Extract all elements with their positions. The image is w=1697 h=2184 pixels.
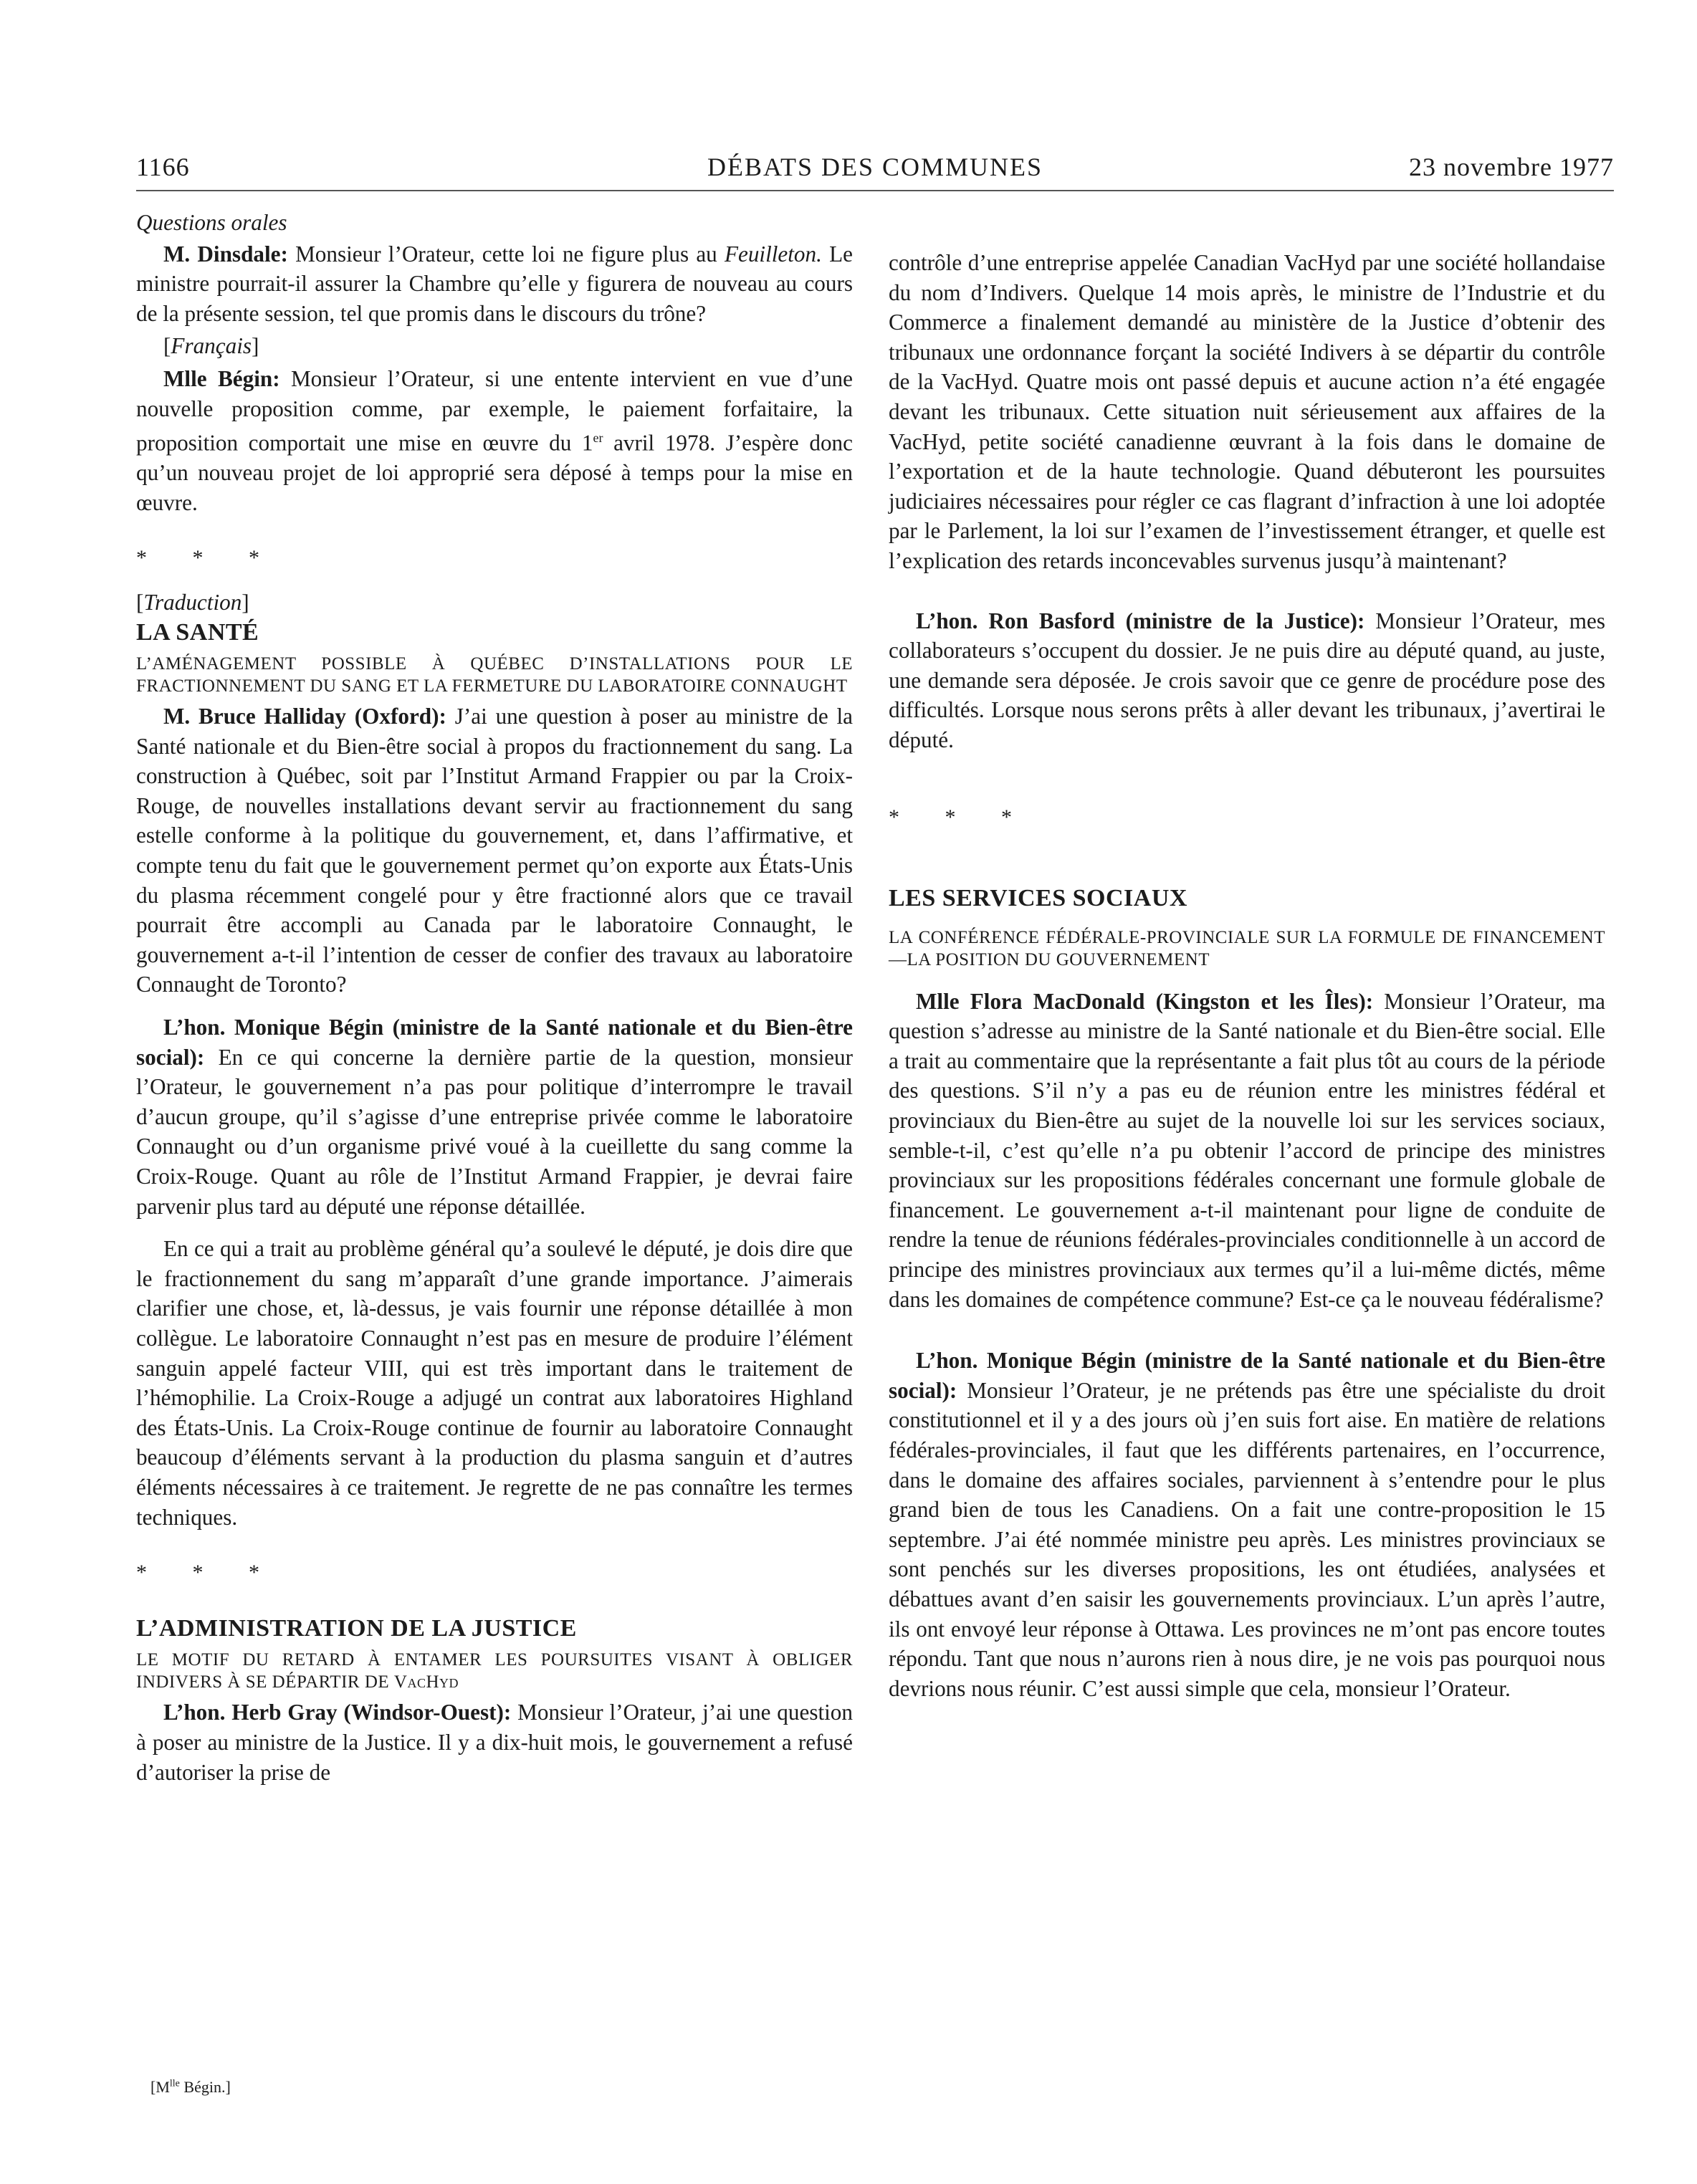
right-column <box>889 248 1605 1703</box>
footer-a: [M <box>150 2078 170 2096</box>
subheading-sante: L’AMÉNAGEMENT POSSIBLE À QUÉBEC D’INSTALLATIONS POUR LE FRACTIONNEMENT DU SANG ET LA FERMETURE DU LABORATOIRE CONNAUGHT <box>136 654 853 696</box>
language-note-francais: [Français] <box>163 333 259 359</box>
running-header <box>136 152 1614 192</box>
text-gray: Monsieur l’Orateur, j’ai une question à poser au ministre de la Justice. Il y a dix-huit mois, le gouvernement a refusé d’autoriser la prise de <box>136 1700 853 1785</box>
speaker-basford: L’hon. Ron Basford (ministre de la Justice): <box>916 608 1365 633</box>
text-feuilleton: Feuilleton. <box>724 241 822 267</box>
paragraph-gray-continued: contrôle d’une entreprise appelée Canadian VacHyd par une société hollandaise du nom d’Indivers. Quelque 14 mois après, le ministre de l’Industrie et du Commerce a finalement demandé au ministère de la Justice d’obtenir des tribunaux une ordonnance forçant la société Indivers à se départir du contrôle de la VacHyd. Quatre mois ont passé depuis et aucune action n’a été engagée devant les tribunaux. Cette situation nuit sérieusement aux affaires de la VacHyd, petite société canadienne œuvrant à la fois dans le domaine de l’exportation et de la haute technologie. Quand débuteront les poursuites judiciaires nécessaires pour régler ce cas flagrant d’infraction à une loi adoptée par le Parlement, la loi sur l’examen de l’investissement étranger, et quelle est l’explication des retards inconcevables survenus jusqu’à maintenant? <box>889 250 1605 573</box>
subheading-justice-text: LE MOTIF DU RETARD À ENTAMER LES POURSUITES VISANT À OBLIGER INDIVERS À SE DÉPARTIR DE <box>136 1650 853 1692</box>
language-traduction: Traduction <box>143 589 242 615</box>
text-macdonald: Monsieur l’Orateur, ma question s’adresse au ministre de la Santé nationale et du Bien-être social. Elle a trait au commentaire que la représentante a fait plus tôt au cours de la période des questions. S’il n’y a pas eu de réunion entre les ministres fédéral et provinciaux du Bien-être au sujet de la nouvelle loi sur les services sociaux, semble-t-il, c’est qu’elle n’a pu obtenir l’accord de principe des ministres provinciaux sur les propositions fédérales concernant une formule globale de financement. Le gouvernement a-t-il maintenant pour ligne de conduite de rendre la tenue de réunions fédérales-provinciales conditionnelle à un accord de principe des ministres provinciaux aux termes qu’il a lui-même dictés, même dans les domaines de compétence commune? Est-ce ça le nouveau fédéralisme? <box>889 988 1605 1312</box>
heading-services: LES SERVICES SOCIAUX <box>889 885 1187 912</box>
section-heading-oral: Questions orales <box>136 210 287 235</box>
footer-sup: lle <box>169 2078 180 2089</box>
paragraph-macdonald <box>889 987 1605 1315</box>
separator-stars-2: * * * <box>136 1561 279 1585</box>
heading-sante: LA SANTÉ <box>136 618 259 646</box>
text-begin-2: En ce qui concerne la dernière partie de la question, monsieur l’Orateur, le gouvernement n’a pas pour politique d’interrompre le travail d’aucun groupe, qu’il s’agisse d’une entreprise privée comme le laboratoire Connaught ou d’un organisme privé voué à la cueillette du sang comme la Croix-Rouge. Quant au rôle de l’Institut Armand Frappier, je devrai faire parvenir plus tard au député une réponse détaillée. <box>136 1044 853 1219</box>
footer-b: Bégin.] <box>179 2078 231 2096</box>
speaker-halliday: M. Bruce Halliday (Oxford): <box>163 704 446 729</box>
heading-justice: L’ADMINISTRATION DE LA JUSTICE <box>136 1614 577 1642</box>
page-number: 1166 <box>136 153 190 181</box>
subheading-services: LA CONFÉRENCE FÉDÉRALE-PROVINCIALE SUR LA FORMULE DE FINANCEMENT—LA POSITION DU GOUVERNEMENT <box>889 927 1605 969</box>
left-column <box>136 208 853 1787</box>
paragraph-begin-4 <box>889 1346 1605 1703</box>
text-halliday: J’ai une question à poser au ministre de la Santé nationale et du Bien-être social à propos du fractionnement du sang. La construction à Québec, soit par l’Institut Armand Frappier ou par la Croix-Rouge, de nouvelles installations devant servir au fractionnement du sang estelle conforme à la politique du gouvernement, et, dans l’affirmative, et compte tenu du fait que le gouvernement permet qu’on exporte aux États-Unis du plasma récemment congelé pour y être fractionné alors que ce travail pourrait être accompli au Canada par le laboratoire Connaught, le gouvernement a-t-il l’intention de cesser de confier des travaux au laboratoire Connaught de Toronto? <box>136 704 854 997</box>
superscript-er: er <box>593 431 603 446</box>
speaker-begin-minister-2: L’hon. Monique Bégin (ministre de la Santé nationale et du Bien-être social): <box>889 1348 1605 1403</box>
language-francais: Français <box>171 333 252 359</box>
page-date: 23 novembre 1977 <box>1409 153 1614 181</box>
paragraph-begin-3: En ce qui a trait au problème général qu’a soulevé le député, je dois dire que le fractionnement du sang m’apparaît d’une grande importance. J’aimerais clarifier une chose, et, là-dessus, je vais fournir une réponse détaillée à mon collègue. Le laboratoire Connaught n’est pas en mesure de produire l’élément sanguin appelé facteur VIII, qui est très important dans le traitement de l’hémophilie. La Croix-Rouge a adjugé un contrat aux laboratoires Highland des États-Unis. La Croix-Rouge continue de fournir au laboratoire Connaught beaucoup d’éléments servant à la production du plasma sanguin et d’autres éléments nécessaires à ce traitement. Je regrette de ne pas connaître les termes techniques. <box>136 1236 853 1530</box>
speaker-gray: L’hon. Herb Gray (Windsor-Ouest): <box>163 1700 512 1725</box>
paragraph-basford <box>889 606 1605 755</box>
footer-note <box>150 2078 231 2097</box>
speaker-begin-minister: L’hon. Monique Bégin (ministre de la Santé nationale et du Bien-être social): <box>136 1015 853 1070</box>
paragraph-gray <box>136 1697 853 1787</box>
paragraph-begin-1 <box>136 364 853 517</box>
publication-title: DÉBATS DES COMMUNES <box>707 153 1043 181</box>
speaker-begin: Mlle Bégin: <box>163 365 280 391</box>
paragraph-dinsdale <box>136 239 853 329</box>
text-begin-a: Monsieur l’Orateur, si une entente intervient en vue d’une nouvelle proposition comme, par exemple, le paiement forfaitaire, la proposition comportait une mise en œuvre du 1 <box>136 365 853 456</box>
text-dinsdale-a: Monsieur l’Orateur, cette loi ne figure plus au <box>287 241 725 267</box>
separator-stars-1: * * * <box>136 546 279 570</box>
subheading-justice <box>136 1649 853 1693</box>
paragraph-begin-2 <box>136 1012 853 1221</box>
paragraph-halliday <box>136 701 853 1000</box>
text-begin-b: avril 1978. J’espère donc qu’un nouveau projet de loi approprié sera déposé à temps pour la mise en œuvre. <box>136 430 853 515</box>
separator-stars-3: * * * <box>889 805 1032 829</box>
header-rule <box>136 190 1614 191</box>
subheading-justice-vachyd: VacHyd <box>393 1672 459 1692</box>
language-note-traduction: [Traduction] <box>136 589 249 615</box>
speaker-dinsdale: M. Dinsdale: <box>163 241 288 267</box>
speaker-macdonald: Mlle Flora MacDonald (Kingston et les Îles): <box>916 988 1374 1014</box>
text-basford: Monsieur l’Orateur, mes collaborateurs s’occupent du dossier. Je ne puis dire au député quand, au juste, une demande sera déposée. Je crois savoir que ce genre de procédure pose des difficultés. Lorsque nous serons prêts à aller devant les tribunaux, j’avertirai le député. <box>889 608 1605 752</box>
text-dinsdale-b: Le ministre pourrait-il assurer la Chambre qu’elle y figurera de nouveau au cours de la présente session, tel que promis dans le discours du trône? <box>136 241 853 326</box>
text-begin-4: Monsieur l’Orateur, je ne prétends pas être une spécialiste du droit constitutionnel et il y a des jours où j’en suis fort aise. En matière de relations fédérales-provinciales, il faut que les différents partenaires, en l’occurrence, dans le domaine des affaires sociales, parviennent à s’entendre pour le plus grand bien de tous les Canadiens. On a fait une contre-proposition le 15 septembre. J’ai été nommée ministre peu après. Les ministres provinciaux se sont penchés sur les diverses propositions, les ont étudiées, analysées et débattues avant d’en saisir les gouvernements provinciaux. L’un après l’autre, ils ont envoyé leur réponse à Ottawa. Les provinces ne m’ont pas encore toutes répondu. Tant que nous n’aurons rien à nous dire, je ne vois pas pourquoi nous devrions nous réunir. C’est aussi simple que cela, monsieur l’Orateur. <box>889 1377 1605 1701</box>
